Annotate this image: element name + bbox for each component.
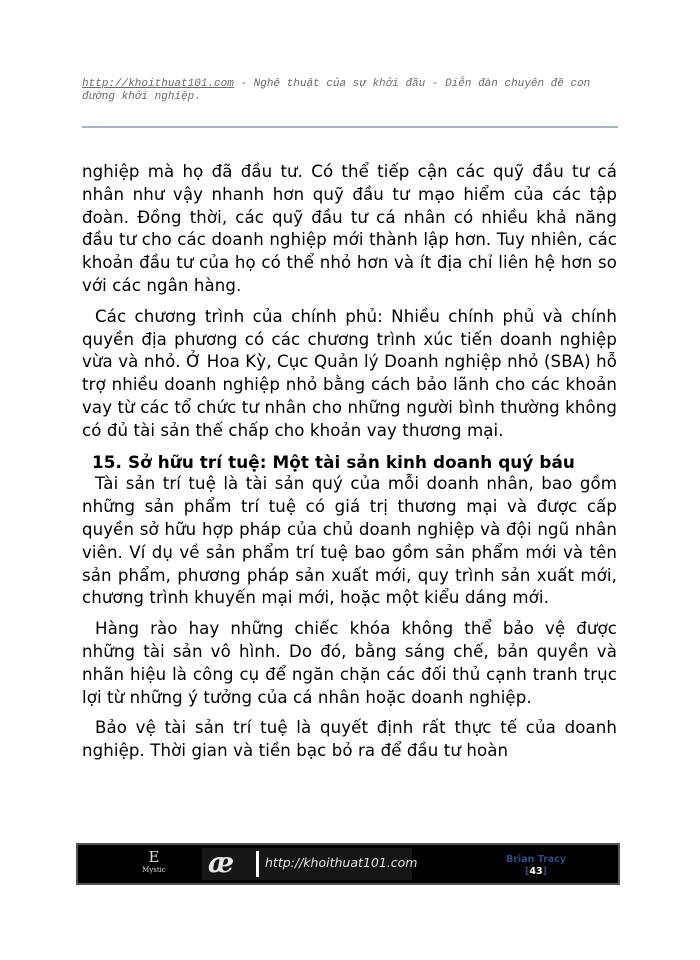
mystic-glyph-icon: E [148,848,160,866]
paragraph-protection-decision: Bảo vệ tài sản trí tuệ là quyết định rất thực tế của doanh nghiệp. Thời gian và tiền bạc bỏ ra để đầu tư hoàn [82,718,617,761]
header-divider [82,126,618,128]
mystic-label: Mystic [142,866,166,874]
page-content [82,161,617,771]
site-logo-banner[interactable] [202,846,418,880]
author-block [486,854,586,878]
page-number-value: 43 [529,866,543,877]
mystic-logo [134,848,174,874]
paragraph-intellectual-property: Tài sản trí tuệ là tài sản quý của mỗi doanh nhân, bao gồm những sản phẩm trí tuệ có giá trị thương mại và được cấp quyền sở hữu hợp pháp của chủ doanh nghiệp và đội ngũ nhân viên. Ví dụ về sản phẩm trí tuệ bao gồm sản phẩm mới và tên sản phẩm, phương pháp sản xuất mới, quy trình sản xuất mới, chương trình khuyến mại mới, hoặc một kiểu dáng mới. [82,474,617,608]
paragraph-intangible-assets: Hàng rào hay những chiếc khóa không thể bảo vệ được những tài sản vô hình. Do đó, bằng sáng chế, bản quyền và nhãn hiệu là công cụ để ngăn chặn các đối thủ cạnh tranh trục lợi từ những ý tưởng của cá nhân hoặc doanh nghiệp. [82,619,617,707]
page-footer [76,843,620,885]
header-tagline: - Nghệ thuật của sự khởi đầu - Diễn đàn chuyên đề con đường khởi nghiệp. [82,78,591,103]
paragraph-government-programs: Các chương trình của chính phủ: Nhiều chính phủ và chính quyền địa phương có các chương trình xúc tiến doanh nghiệp vừa và nhỏ. Ở Hoa Kỳ, Cục Quản lý Doanh nghiệp nhỏ (SBA) hỗ trợ nhiều doanh nghiệp nhỏ bằng cách bảo lãnh cho các khoản vay từ các tổ chức tư nhân cho những người bình thường không có đủ tài sản thế chấp cho khoản vay thương mại. [82,306,617,440]
page-header [82,78,617,104]
logo-divider [256,851,259,877]
author-name: Brian Tracy [505,854,567,865]
page-number: [43] [525,866,547,877]
header-link[interactable]: http://khoithuat101.com [82,78,234,90]
section-heading: 15. Sở hữu trí tuệ: Một tài sản kinh doanh quý báu [92,451,575,472]
ae-logo-icon: æ [208,846,235,879]
footer-url-link[interactable]: http://khoithuat101.com [265,855,418,870]
paragraph-private-funds: nghiệp mà họ đã đầu tư. Có thể tiếp cận các quỹ đầu tư cá nhân như vậy nhanh hơn quỹ đầu tư mạo hiểm của các tập đoàn. Đồng thời, các quỹ đầu tư cá nhân có nhiều khả năng đầu tư cho các doanh nghiệp mới thành lập hơn. Tuy nhiên, các khoản đầu tư của họ có thể nhỏ hơn và ít địa chỉ liên hệ hơn so với các ngân hàng. [82,162,617,295]
